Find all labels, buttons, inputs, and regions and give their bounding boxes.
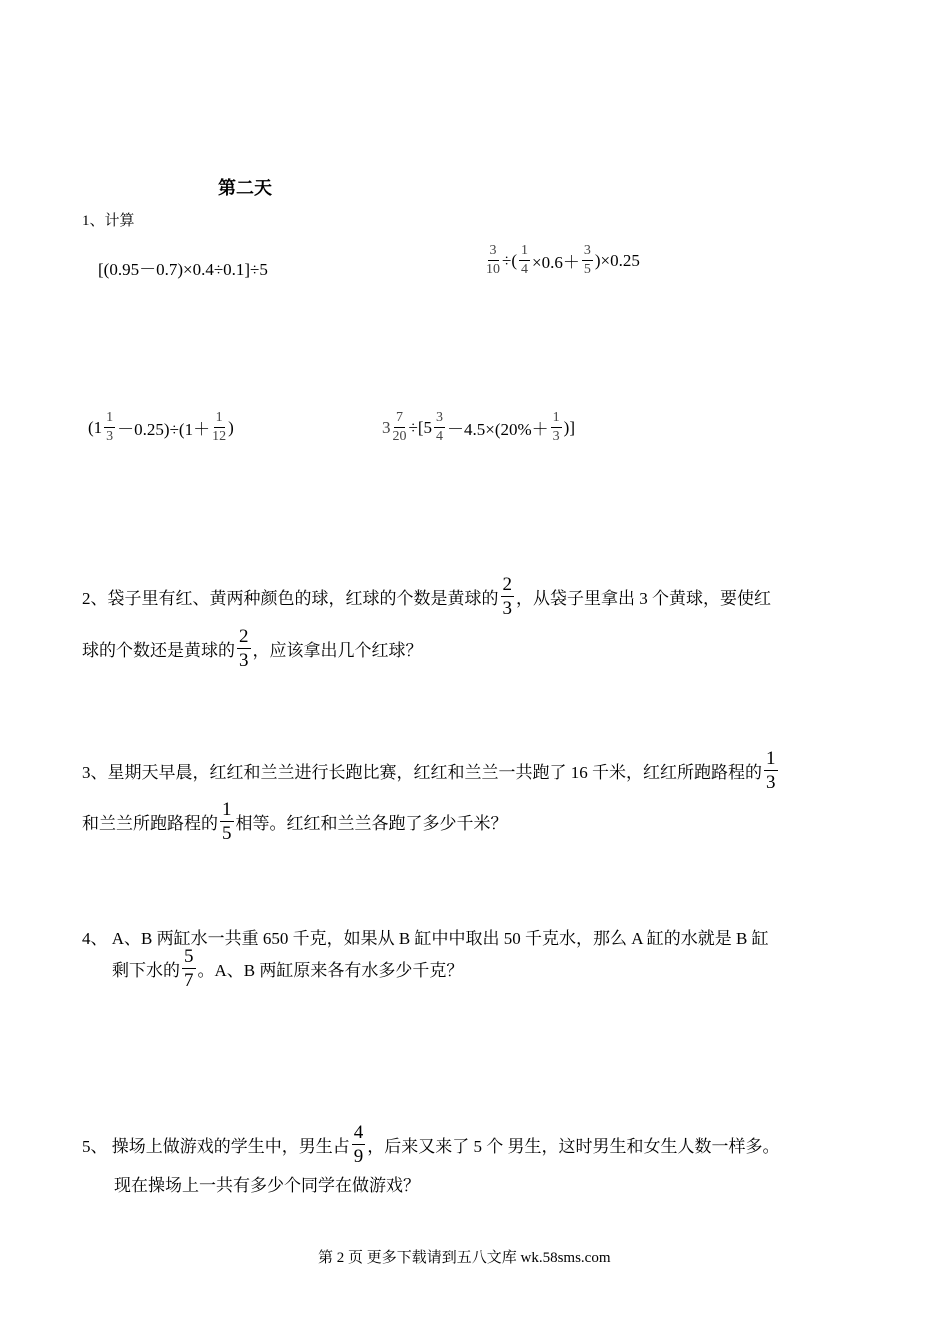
q3-text2b: 相等。红红和兰兰各跑了多少千米？: [235, 814, 508, 833]
q4-line2: [112, 947, 463, 990]
q3-line2: [82, 800, 508, 843]
page-footer: 第 2 页 更多下载请到五八文库 wk.58sms.com: [318, 1250, 611, 1266]
q5-line1: [82, 1123, 780, 1166]
q2-frac2: $\frac{2}{3}$: [239, 626, 249, 671]
q1-expr2-frac1: $\frac{3}{10}$: [486, 243, 500, 277]
q2-text2b: ，应该拿出几个红球？: [252, 641, 423, 660]
day-title: 第二天: [218, 178, 272, 198]
q1-expr4-frac1: $\frac{7}{20}$: [392, 410, 407, 444]
q4-text2a: 剩下水的: [112, 961, 180, 980]
q5-line2: 现在操场上一共有多少个同学在做游戏？: [114, 1176, 420, 1195]
q1-expr2-frac3: $\frac{3}{5}$: [583, 243, 591, 277]
q1-expr4-text0: 3: [382, 417, 391, 437]
q1-expr1: [(0.95－0.7)×0.4÷0.1]÷5: [98, 260, 268, 279]
q2-frac1: $\frac{2}{3}$: [502, 574, 512, 619]
q1-expr2-text2: ×0.6＋: [532, 253, 580, 272]
q5-text1a: 5、 操场上做游戏的学生中，男生占: [82, 1137, 350, 1156]
q1-expr4-frac2: $\frac{3}{4}$: [436, 410, 443, 444]
q1-expr3-text1: －0.25)÷(1＋: [117, 420, 211, 439]
q1-expr3-frac1: $\frac{1}{3}$: [106, 410, 114, 444]
q4-text2b: 。A、B 两缸原来各有水多少千克？: [197, 961, 464, 980]
q1-expr3-frac2: $\frac{1}{12}$: [212, 410, 227, 444]
q4-frac1: $\frac{5}{7}$: [184, 946, 194, 991]
q2-text1a: 2、袋子里有红、黄两种颜色的球，红球的个数是黄球的: [82, 589, 499, 608]
q3-frac2: $\frac{1}{5}$: [222, 799, 232, 844]
q3-frac1: $\frac{1}{3}$: [766, 748, 776, 793]
q1-expr2-frac2: $\frac{1}{4}$: [521, 243, 528, 277]
q1-expr4-text1: ÷[5: [408, 417, 432, 437]
q3-text2a: 和兰兰所跑路程的: [82, 814, 218, 833]
q1-expr2-text3: )×0.25: [594, 250, 640, 270]
q1-expr4-text2: －4.5×(20%＋: [447, 420, 549, 439]
q1-expr2: [484, 244, 640, 277]
q1-expr4-text3: )]: [563, 417, 575, 437]
q1-expr2-text1: ÷(: [502, 250, 517, 270]
q1-expr3-text0: (1: [88, 417, 103, 437]
q5-frac1: $\frac{4}{9}$: [353, 1122, 364, 1167]
q1-expr3: [88, 411, 234, 444]
q4-line1: 4、 A、B 两缸水一共重 650 千克，如果从 B 缸中中取出 50 千克水，那么 A 缸的水就是 B 缸: [82, 929, 769, 948]
q2-text1b: ，从袋子里拿出 3 个黄球，要使红: [516, 589, 771, 608]
q1-expr4: [382, 411, 575, 444]
q2-line1: [82, 575, 771, 618]
q1-label: 1、计算: [82, 213, 135, 229]
q2-text2a: 球的个数还是黄球的: [82, 641, 235, 660]
q3-line1: [82, 749, 780, 792]
q2-line2: [82, 627, 423, 670]
q5-text1b: ，后来又来了 5 个 男生，这时男生和女生人数一样多。: [367, 1137, 780, 1156]
q1-expr4-frac3: $\frac{1}{3}$: [552, 410, 560, 444]
q1-expr3-text2: ): [228, 417, 234, 437]
q3-text1a: 3、星期天早晨，红红和兰兰进行长跑比赛，红红和兰兰一共跑了 16 千米，红红所跑路程的: [82, 763, 762, 782]
